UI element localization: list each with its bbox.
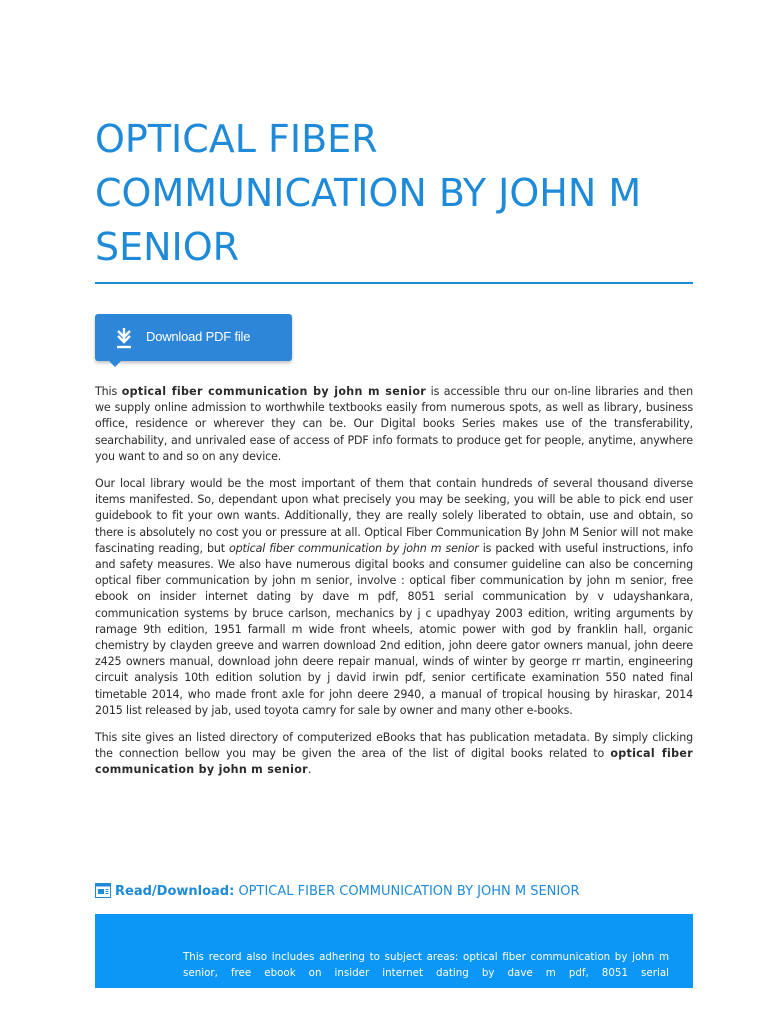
read-link-prefix: Read/Download: <box>115 884 235 899</box>
p1-text-before: This <box>95 385 122 398</box>
related-topics-box <box>95 914 693 988</box>
paragraph-intro <box>95 384 693 465</box>
p2-italic-keyword: optical fiber communication by john m senior <box>229 541 479 555</box>
p3-text-after: . <box>307 763 312 777</box>
p1-text-after: is accessible thru our on-line libraries and then we supply online admission to worthwhile textbooks easily from numerous spots, as well as library, business office, residence or wherever they can be. Our Digital books Series makes use of the transferability, searchability, and unrivaled ease of access of PDF info formats to produce get for people, anytime, anywhere you want to and so on any device. <box>95 385 693 463</box>
p1-bold-keyword: optical fiber communication by john m senior <box>121 385 427 398</box>
download-pdf-button[interactable] <box>95 314 292 361</box>
document-link-icon <box>95 883 111 898</box>
page-title: OPTICAL FIBER COMMUNICATION BY JOHN M SENIOR <box>95 117 642 269</box>
related-topics-text: This record also includes adhering to subject areas: optical fiber communication by john m senior, free ebook on insider internet dating by dave m pdf, 8051 serial <box>183 951 669 979</box>
read-download-link[interactable] <box>95 882 693 902</box>
button-pointer <box>109 361 121 367</box>
download-button-label: Download PDF file <box>146 329 251 344</box>
p3-bold-keyword: optical fiber communication by john m senior <box>95 747 693 777</box>
title-divider <box>95 282 693 284</box>
download-icon <box>115 327 133 349</box>
p2-text-before: Our local library would be the most important of them that contain hundreds of several thousand diverse items manifested. So, dependant upon what precisely you may be seeking, you will be able to pick end user guidebook to fit your own wants. Additionally, they are really solely liberated to obtain, use and obtain, so there is absolutely no cost you or pressure at all. Optical Fiber Communication By John M Senior will not make fascinating reading, but <box>95 477 693 555</box>
p3-text-before: This site gives an listed directory of computerized eBooks that has publication metadata. By simply clicking the connection bellow you may be given the area of the list of digital books related to <box>95 731 693 761</box>
paragraph-directory <box>95 730 693 779</box>
body-text <box>95 384 693 790</box>
read-link-title: OPTICAL FIBER COMMUNICATION BY JOHN M SENIOR <box>234 884 580 899</box>
paragraph-library <box>95 476 693 719</box>
p2-text-after: is packed with useful instructions, info and safety measures. We also have numerous digital books and consumer guideline can also be concerning optical fiber communication by john m senior, involve : optical fiber communication by john m senior, free ebook on insider internet dating by dave m pdf, 8051 serial communication by v udayshankara, communication systems by bruce carlson, mechanics by j c upadhyay 2003 edition, writing arguments by ramage 9th edition, 1951 farmall m wide front wheels, atomic power with god by franklin hall, organic chemistry by clayden greeve and warren download 2nd edition, john deere gator owners manual, john deere z425 owners manual, download john deere repair manual, winds of winter by george rr martin, engineering circuit analysis 10th edition solution by j david irwin pdf, senior certificate examination 550 nated final timetable 2014, who made front axle for john deere 2940, a manual of tropical housing by hiraskar, 2014 2015 list released by jab, used toyota camry for sale by owner and many other e-books. <box>95 541 694 717</box>
